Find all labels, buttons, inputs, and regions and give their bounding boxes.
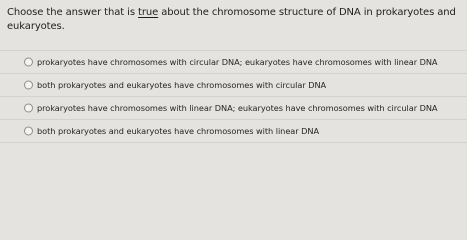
answer-option-label: prokaryotes have chromosomes with circular DNA; eukaryotes have chromosomes with linear DNA [37, 57, 438, 67]
answer-option-label: both prokaryotes and eukaryotes have chromosomes with circular DNA [37, 80, 327, 90]
radio-button-1[interactable] [24, 58, 33, 67]
question-suffix: about the chromosome structure of DNA in prokaryotes and eukaryotes. [7, 7, 456, 32]
question-prefix: Choose the answer that is [7, 7, 139, 18]
answer-option-3[interactable] [0, 96, 467, 119]
radio-button-3[interactable] [24, 104, 33, 113]
answer-option-4[interactable] [0, 119, 467, 143]
answer-option-2[interactable] [0, 73, 467, 96]
radio-button-4[interactable] [24, 127, 33, 136]
answer-option-1[interactable] [0, 50, 467, 73]
answer-option-label: prokaryotes have chromosomes with linear DNA; eukaryotes have chromosomes with circular DNA [37, 103, 438, 113]
radio-button-2[interactable] [24, 81, 33, 90]
question-text [7, 6, 462, 34]
question-emphasis: true [138, 7, 159, 18]
answer-option-label: both prokaryotes and eukaryotes have chromosomes with linear DNA [37, 126, 320, 136]
answer-options [0, 50, 467, 143]
